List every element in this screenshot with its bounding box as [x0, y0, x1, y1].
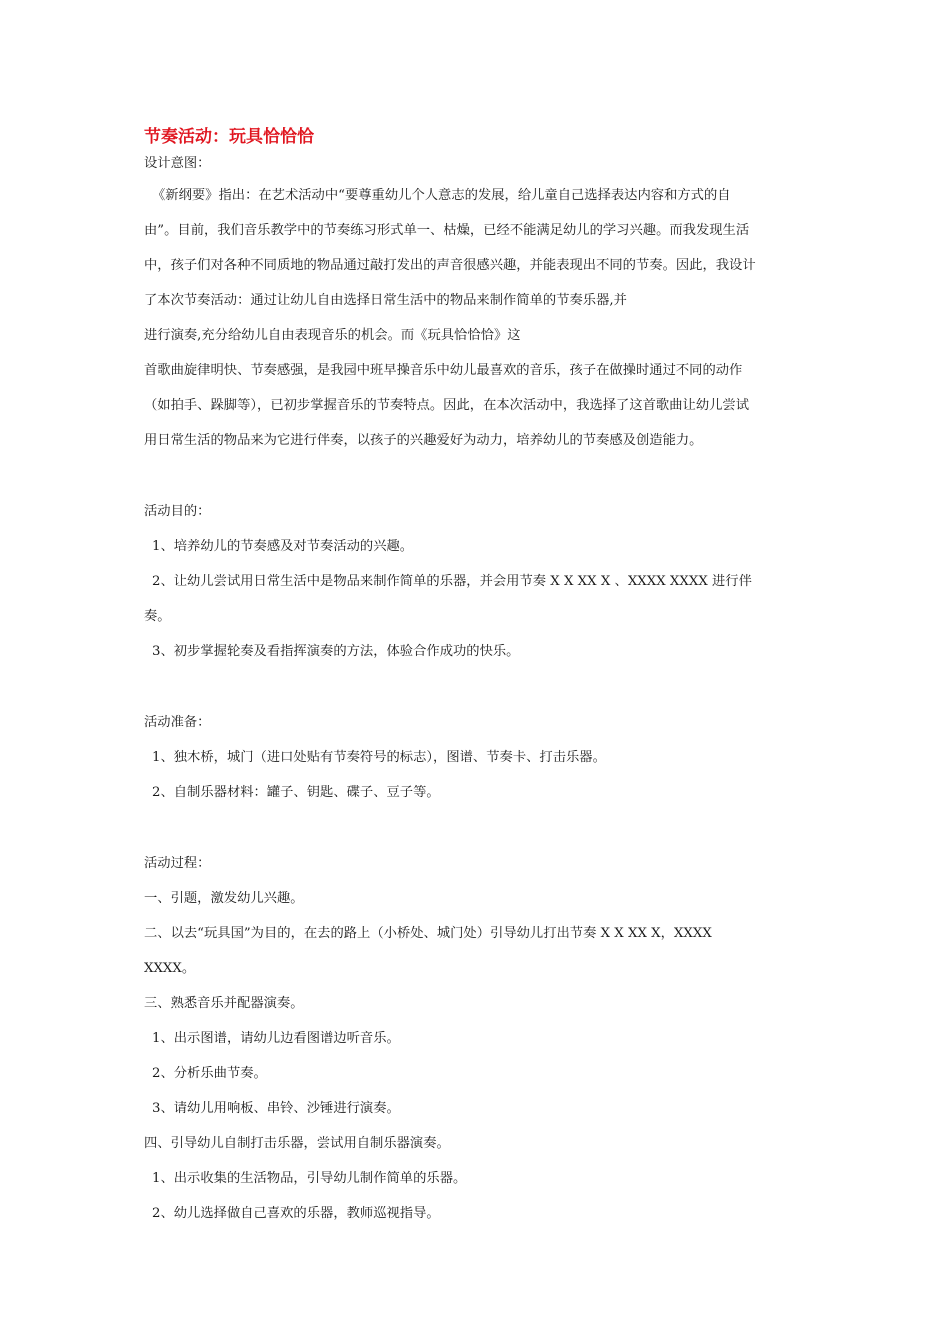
- document-page: [144, 124, 808, 1231]
- process-step: 四、引导幼儿自制打击乐器，尝试用自制乐器演奏。: [144, 1136, 450, 1151]
- design-intent-line: 首歌曲旋律明快、节奏感强，是我园中班早操音乐中幼儿最喜欢的音乐，孩子在做操时通过不同的动作: [144, 363, 743, 378]
- process-step: 三、熟悉音乐并配器演奏。: [144, 996, 304, 1011]
- design-intent-line: 用日常生活的物品来为它进行伴奏，以孩子的兴趣爱好为动力，培养幼儿的节奏感及创造能力。: [144, 433, 703, 448]
- section-gap: [144, 458, 808, 494]
- goal-item: 1、培养幼儿的节奏感及对节奏活动的兴趣。: [152, 539, 414, 554]
- design-intent-line: 进行演奏,充分给幼儿自由表现音乐的机会。而《玩具恰恰恰》这: [144, 328, 521, 343]
- goal-item: 2、让幼儿尝试用日常生活中是物品来制作简单的乐器，并会用节奏 X X XX X 、XXXX XXXX 进行伴: [152, 574, 752, 589]
- process-step-continuation: XXXX。: [144, 961, 196, 976]
- prep-item: 2、自制乐器材料：罐子、钥匙、碟子、豆子等。: [152, 785, 440, 800]
- process-substep: 3、请幼儿用响板、串铃、沙锤进行演奏。: [152, 1101, 400, 1116]
- process-substep: 1、出示图谱，请幼儿边看图谱边听音乐。: [152, 1031, 400, 1046]
- process-substep: 1、出示收集的生活物品，引导幼儿制作简单的乐器。: [152, 1171, 467, 1186]
- section-gap: [144, 810, 808, 846]
- goal-item: 3、初步掌握轮奏及看指挥演奏的方法，体验合作成功的快乐。: [152, 644, 520, 659]
- process-substep: 2、幼儿选择做自己喜欢的乐器，教师巡视指导。: [152, 1206, 440, 1221]
- design-intent-line: 《新纲要》指出：在艺术活动中“要尊重幼儿个人意志的发展，给儿童自己选择表达内容和方式的自: [152, 188, 731, 203]
- goals-heading: 活动目的：: [144, 504, 211, 519]
- goal-item-continuation: 奏。: [144, 609, 171, 624]
- design-intent-line: 由”。目前，我们音乐教学中的节奏练习形式单一、枯燥，已经不能满足幼儿的学习兴趣。而我发现生活: [144, 223, 750, 238]
- design-intent-heading: 设计意图：: [144, 156, 211, 171]
- process-step: 一、引题，激发幼儿兴趣。: [144, 891, 304, 906]
- prep-item: 1、独木桥，城门（进口处贴有节奏符号的标志），图谱、节奏卡、打击乐器。: [152, 750, 606, 765]
- document-title: 节奏活动：玩具恰恰恰: [144, 127, 314, 147]
- process-substep: 2、分析乐曲节奏。: [152, 1066, 267, 1081]
- process-heading: 活动过程：: [144, 856, 211, 871]
- process-step: 二、以去“玩具国”为目的，在去的路上（小桥处、城门处）引导幼儿打出节奏 X X XX X，XXXX: [144, 926, 712, 941]
- design-intent-line: 了本次节奏活动：通过让幼儿自由选择日常生活中的物品来制作简单的节奏乐器,并: [144, 293, 627, 308]
- design-intent-line: （如拍手、跺脚等），已初步掌握音乐的节奏特点。因此，在本次活动中，我选择了这首歌曲让幼儿尝试: [144, 398, 750, 413]
- section-gap: [144, 669, 808, 705]
- prep-heading: 活动准备：: [144, 715, 211, 730]
- design-intent-line: 中，孩子们对各种不同质地的物品通过敲打发出的声音很感兴趣，并能表现出不同的节奏。因此，我设计: [144, 258, 756, 273]
